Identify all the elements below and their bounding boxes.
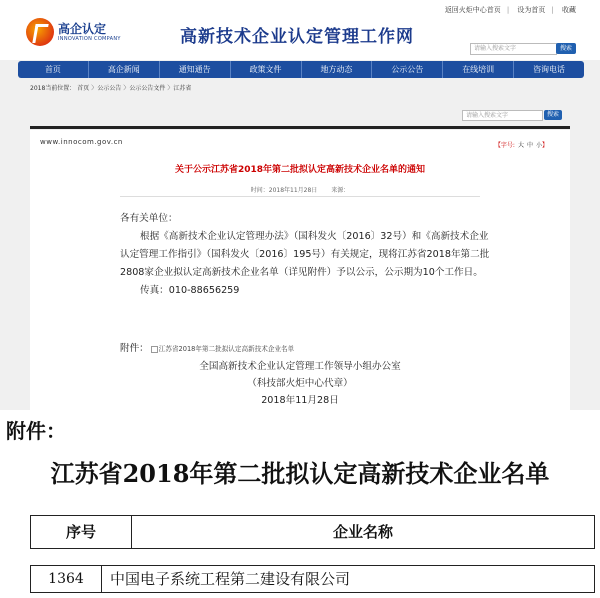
- breadcrumb-item-home[interactable]: 首页: [77, 85, 90, 92]
- font-size-small[interactable]: 小: [535, 142, 542, 149]
- table-header: [30, 515, 595, 549]
- attachment-row: [120, 340, 294, 354]
- header: [0, 0, 600, 60]
- site-logo[interactable]: [26, 18, 136, 50]
- font-size-large[interactable]: 大: [517, 142, 524, 149]
- article-source: 来源：: [331, 187, 350, 194]
- fax-line: 传真：010-88656259: [140, 285, 240, 296]
- attachment-label: 附件：: [120, 343, 149, 354]
- sign-office: 全国高新技术企业认定管理工作领导小组办公室: [199, 361, 401, 372]
- salutation: 各有关单位：: [120, 213, 178, 224]
- attachment-heading: 附件：: [6, 419, 66, 443]
- site-domain: www.innocom.gov.cn: [40, 138, 123, 146]
- article-panel: [30, 130, 570, 410]
- breadcrumb-item-jiangsu[interactable]: 江苏省: [173, 85, 192, 92]
- font-size-label: 【字号:: [494, 142, 515, 149]
- top-link-home[interactable]: 返回火炬中心首页: [444, 6, 501, 14]
- header-search-input[interactable]: 请输入搜索文字: [470, 43, 557, 55]
- header-number: 序号: [31, 516, 132, 548]
- article-paragraph: 根据《高新技术企业认定管理办法》（国科发火〔2016〕32号）和《高新技术企业认定管理工作指引》（国科发火〔2016〕195号）有关规定，现将江苏省2018年第二批2808家企业拟认定高新技术企业名单（详见附件）予以公示，公示期为10个工作日。: [120, 231, 490, 278]
- document-title: 江苏省2018年第二批拟认定高新技术企业名单: [50, 459, 550, 488]
- header-company: 企业名称: [332, 523, 393, 541]
- font-size-medium[interactable]: 中: [526, 142, 533, 149]
- content-search-button[interactable]: 搜索: [544, 110, 562, 120]
- main-nav: [18, 61, 584, 78]
- broken-image-icon: [151, 346, 158, 353]
- signature: [150, 358, 450, 409]
- site-title: 高新技术企业认定管理工作网: [180, 27, 414, 47]
- nav-item-policy[interactable]: 政策文件: [231, 61, 302, 78]
- table-row: [30, 565, 595, 593]
- breadcrumb-item-announce[interactable]: 公示公告: [97, 85, 122, 92]
- logo-icon: [26, 18, 54, 46]
- article-meta: [30, 185, 570, 194]
- nav-item-notices[interactable]: 通知通告: [160, 61, 231, 78]
- nav-item-contact[interactable]: 咨询电话: [533, 65, 566, 74]
- font-size-control: [495, 140, 548, 149]
- row-company: 中国电子系统工程第二建设有限公司: [110, 570, 351, 588]
- sign-sub: （科技部火炬中心代章）: [247, 378, 353, 389]
- nav-item-news[interactable]: 高企新闻: [89, 61, 160, 78]
- nav-item-training[interactable]: 在线培训: [443, 61, 514, 78]
- article-time: 时间：2018年11月28日: [250, 187, 318, 194]
- logo-text: 高企认定: [58, 22, 107, 36]
- logo-subtext: INNOVATION COMPANY: [58, 36, 121, 42]
- content-divider: [30, 126, 570, 129]
- content-search-input[interactable]: 请输入搜索文字: [462, 110, 543, 121]
- header-search-button[interactable]: 搜索: [556, 43, 576, 54]
- top-link-sethome[interactable]: 设为首页: [517, 6, 546, 14]
- row-number: 1364: [31, 566, 102, 592]
- breadcrumb-prefix: 2018当前位置：: [30, 85, 76, 92]
- top-links: 返回火炬中心首页 | 设为首页 | 收藏: [444, 6, 576, 14]
- nav-item-announcements[interactable]: 公示公告: [372, 61, 443, 78]
- meta-divider: [120, 196, 480, 197]
- nav-item-home[interactable]: 首页: [18, 61, 89, 78]
- article-body: [120, 210, 490, 300]
- sign-date: 2018年11月28日: [261, 395, 339, 406]
- font-size-close: 】: [541, 142, 548, 149]
- breadcrumb-item-files[interactable]: 公示公告文件: [129, 85, 166, 92]
- attachment-link[interactable]: [151, 345, 294, 353]
- article-title: 关于公示江苏省2018年第二批拟认定高新技术企业名单的通知: [174, 165, 426, 175]
- attachment-link-text: 江苏省2018年第二批拟认定高新技术企业名单: [158, 345, 295, 353]
- top-link-favorite[interactable]: 收藏: [562, 6, 576, 14]
- breadcrumb: 2018当前位置： 首页 〉公示公告 〉公示公告文件 〉江苏省: [30, 85, 192, 92]
- nav-item-local[interactable]: 地方动态: [302, 61, 373, 78]
